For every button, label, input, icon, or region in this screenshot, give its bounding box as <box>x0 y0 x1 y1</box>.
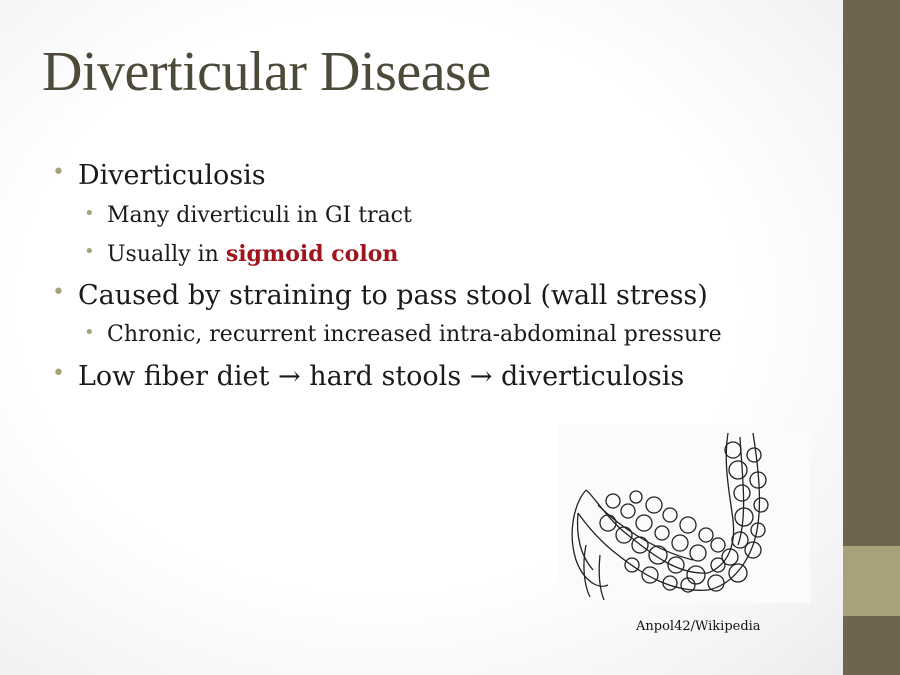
colon-diverticula-illustration <box>558 425 810 603</box>
slide-title: Diverticular Disease <box>42 41 491 103</box>
subbullet-many-diverticuli <box>84 203 412 228</box>
bullet-diverticulosis <box>52 160 266 191</box>
bullet-text: Caused by straining to pass stool (wall stress) <box>78 280 708 311</box>
bullet-text: Chronic, recurrent increased intra-abdominal pressure <box>107 322 722 347</box>
emphasis-text: sigmoid colon <box>225 241 399 267</box>
arrow-icon: → <box>469 361 493 392</box>
subbullet-chronic-pressure <box>84 322 722 347</box>
bullet-straining <box>52 280 708 311</box>
bullet-dot: • <box>84 241 95 262</box>
bullet-dot: • <box>84 203 95 224</box>
bullet-text: Many diverticuli in GI tract <box>107 203 412 228</box>
bullet-text-part3: diverticulosis <box>500 361 685 392</box>
subbullet-sigmoid-colon <box>84 241 399 267</box>
colon-illustration-svg <box>558 425 810 603</box>
image-credit: Anpol42/Wikipedia <box>636 619 761 634</box>
bullet-dot: • <box>52 280 65 305</box>
bullet-dot: • <box>52 160 65 185</box>
bullet-dot: • <box>84 322 95 343</box>
bullet-text-part1: Low fiber diet <box>78 361 270 392</box>
bullet-low-fiber <box>52 361 685 392</box>
arrow-icon: → <box>277 361 301 392</box>
bullet-text: Usually in <box>107 242 226 267</box>
side-accent-block <box>843 546 900 616</box>
bullet-dot: • <box>52 361 65 386</box>
bullet-text-part2: hard stools <box>309 361 462 392</box>
bullet-text: Diverticulosis <box>78 160 266 191</box>
